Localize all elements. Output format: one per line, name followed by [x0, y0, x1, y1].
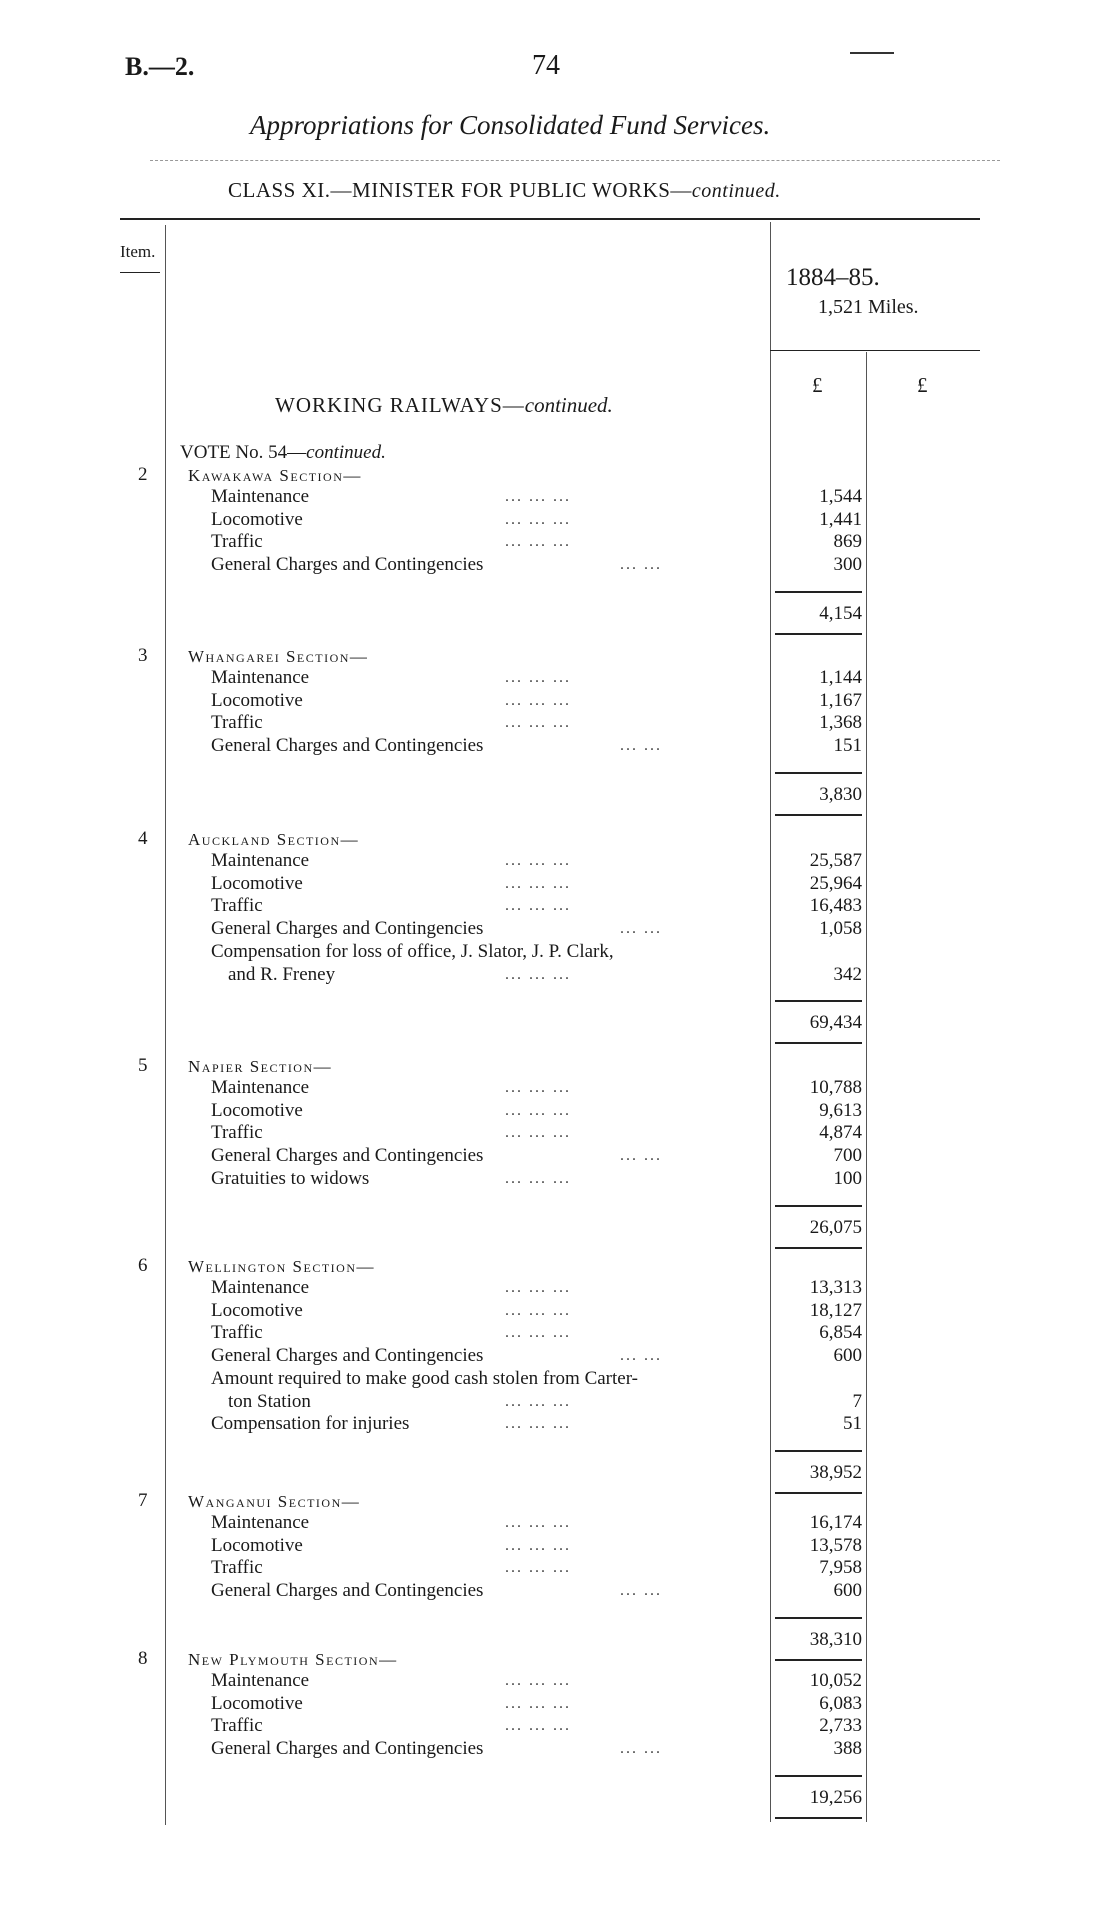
row-label: Locomotive — [211, 872, 303, 894]
total-rule — [775, 1817, 862, 1819]
leader-dots: ... ... — [620, 1147, 662, 1165]
table-row — [0, 1535, 1114, 1558]
table-row — [0, 1715, 1114, 1738]
row-amount: 388 — [833, 1738, 862, 1760]
table-row — [0, 873, 1114, 896]
row-label: Maintenance — [211, 1077, 310, 1098]
subtotal-rule — [775, 1450, 862, 1452]
table-row — [0, 667, 1114, 690]
leader-dots: ... ... ... — [505, 1079, 571, 1096]
table-row — [0, 1322, 1114, 1345]
leader-dots: ... ... — [620, 737, 662, 755]
leader-dots: ... ... ... — [505, 691, 571, 709]
leader-dots: ... ... ... — [505, 1536, 571, 1554]
row-amount: 7 — [852, 1390, 862, 1412]
table-row — [0, 1277, 1114, 1300]
item-heading-underline — [120, 272, 160, 273]
row-label: Traffic — [211, 895, 263, 917]
row-amount: 13,313 — [809, 1277, 862, 1298]
vote-heading — [180, 442, 386, 464]
table-row — [0, 1391, 1114, 1414]
table-row — [0, 1145, 1114, 1168]
subtotal-rule — [775, 1775, 862, 1777]
table-row — [0, 964, 1114, 987]
row-label: Maintenance — [211, 667, 310, 688]
row-amount: 342 — [833, 963, 862, 985]
row-amount: 25,964 — [809, 872, 862, 894]
table-row — [0, 486, 1114, 509]
row-amount: 1,058 — [819, 918, 862, 940]
leader-dots: ... ... ... — [505, 669, 571, 686]
item-number: 8 — [138, 1648, 148, 1669]
row-amount: 16,174 — [809, 1512, 862, 1533]
leader-dots: ... ... ... — [505, 1514, 571, 1531]
leader-dots: ... ... ... — [505, 1101, 571, 1119]
section-title: Wellington Section— — [188, 1257, 376, 1276]
row-label: ton Station — [228, 1390, 311, 1412]
row-label: Locomotive — [211, 1534, 303, 1556]
table-row — [0, 1300, 1114, 1323]
table-row — [0, 1580, 1114, 1603]
leader-dots: ... ... ... — [505, 874, 571, 892]
total-rule — [775, 814, 862, 816]
section-total: 69,434 — [809, 1012, 862, 1034]
table-row — [0, 1122, 1114, 1145]
row-label: Maintenance — [211, 1277, 310, 1298]
table-row — [0, 1077, 1114, 1100]
working-railways-heading — [275, 393, 613, 418]
leader-dots: ... ... ... — [505, 965, 571, 983]
subtotal-rule — [775, 1205, 862, 1207]
row-amount: 16,483 — [809, 895, 862, 917]
row-label: General Charges and Contingencies — [211, 1345, 484, 1367]
row-label: Maintenance — [211, 1670, 310, 1691]
row-label: Traffic — [211, 712, 263, 734]
financial-year-heading: 1884–85. — [786, 264, 880, 291]
page-number: 74 — [532, 50, 560, 81]
row-label: Gratuities to widows — [211, 1167, 370, 1189]
title-divider — [150, 160, 1000, 161]
leader-dots: ... ... ... — [505, 1169, 571, 1187]
table-row — [0, 735, 1114, 758]
row-label: General Charges and Contingencies — [211, 554, 484, 576]
currency-symbol-right: £ — [917, 373, 928, 397]
row-amount: 300 — [833, 554, 862, 576]
section-title: Kawakawa Section— — [188, 466, 362, 485]
table-row — [0, 1512, 1114, 1535]
table-row — [0, 1413, 1114, 1436]
section-total: 26,075 — [809, 1216, 862, 1238]
section-title: Napier Section— — [188, 1057, 333, 1076]
row-label: General Charges and Contingencies — [211, 1738, 484, 1760]
total-rule — [775, 1492, 862, 1494]
row-label: Locomotive — [211, 1299, 303, 1321]
section-total: 3,830 — [819, 783, 862, 805]
row-label: and R. Freney — [228, 963, 336, 985]
row-amount: 1,441 — [819, 508, 862, 530]
leader-dots: ... ... ... — [505, 1301, 571, 1319]
leader-dots: ... ... ... — [505, 1415, 571, 1433]
table-row — [0, 1100, 1114, 1123]
item-column-heading: Item. — [120, 242, 156, 261]
item-number: 2 — [138, 464, 148, 485]
row-amount: 25,587 — [809, 850, 862, 871]
row-label: Compensation for loss of office, J. Slator, J. P. Clark, — [211, 940, 614, 962]
subtotal-rule — [775, 1617, 862, 1619]
total-rule — [775, 1247, 862, 1249]
row-label: Traffic — [211, 1322, 263, 1344]
leader-dots: ... ... ... — [505, 1124, 571, 1142]
year-header-rule — [770, 350, 980, 351]
row-amount: 7,958 — [819, 1557, 862, 1579]
section-total: 4,154 — [819, 602, 862, 624]
total-rule — [775, 1042, 862, 1044]
row-label: Compensation for injuries — [211, 1413, 410, 1435]
row-label: Traffic — [211, 1122, 263, 1144]
section-title: New Plymouth Section— — [188, 1650, 398, 1669]
subtotal-rule — [775, 591, 862, 593]
row-amount: 9,613 — [819, 1099, 862, 1121]
row-label: Maintenance — [211, 1512, 310, 1533]
section-total: 38,310 — [809, 1628, 862, 1650]
row-amount: 6,854 — [819, 1322, 862, 1344]
table-row — [0, 712, 1114, 735]
row-amount: 1,144 — [819, 667, 862, 688]
total-rule — [775, 1659, 862, 1661]
leader-dots: ... ... — [620, 1347, 662, 1365]
table-row — [0, 918, 1114, 941]
leader-dots: ... ... ... — [505, 533, 571, 551]
row-label: General Charges and Contingencies — [211, 735, 484, 757]
leader-dots: ... ... ... — [505, 1279, 571, 1296]
working-railways-suffix: continued. — [524, 393, 613, 417]
row-amount: 869 — [833, 531, 862, 553]
leader-dots: ... ... — [620, 920, 662, 938]
table-row — [0, 941, 1114, 964]
row-label: Locomotive — [211, 508, 303, 530]
row-amount: 4,874 — [819, 1122, 862, 1144]
row-amount: 100 — [833, 1167, 862, 1189]
total-rule — [775, 633, 862, 635]
miles-heading: 1,521 Miles. — [818, 296, 919, 318]
row-label: Locomotive — [211, 1692, 303, 1714]
table-row — [0, 895, 1114, 918]
leader-dots: ... ... ... — [505, 1559, 571, 1577]
leader-dots: ... ... ... — [505, 1717, 571, 1735]
row-amount: 151 — [833, 735, 862, 757]
row-amount: 18,127 — [809, 1299, 862, 1321]
header-dash — [850, 52, 894, 54]
class-heading-suffix: continued. — [691, 180, 781, 202]
row-amount: 1,368 — [819, 712, 862, 734]
row-amount: 10,052 — [809, 1670, 862, 1691]
row-label: Maintenance — [211, 486, 310, 507]
leader-dots: ... ... — [620, 1582, 662, 1600]
row-label: Locomotive — [211, 689, 303, 711]
row-label: General Charges and Contingencies — [211, 1580, 484, 1602]
leader-dots: ... ... ... — [505, 1694, 571, 1712]
row-label: General Charges and Contingencies — [211, 918, 484, 940]
table-row — [0, 1693, 1114, 1716]
class-heading-text: CLASS XI.—MINISTER FOR PUBLIC WORKS— — [228, 178, 692, 202]
row-label: Locomotive — [211, 1099, 303, 1121]
vote-suffix: continued. — [306, 442, 386, 463]
table-row — [0, 509, 1114, 532]
table-row — [0, 1557, 1114, 1580]
section-total: 38,952 — [809, 1461, 862, 1483]
currency-symbol-left: £ — [812, 373, 823, 397]
subtotal-rule — [775, 1000, 862, 1002]
leader-dots: ... ... ... — [505, 1324, 571, 1342]
page-title: Appropriations for Consolidated Fund Services. — [250, 110, 771, 140]
row-amount: 10,788 — [809, 1077, 862, 1098]
item-number: 7 — [138, 1490, 148, 1511]
leader-dots: ... ... ... — [505, 852, 571, 869]
working-railways-text: WORKING RAILWAYS— — [275, 393, 525, 417]
item-number: 6 — [138, 1255, 148, 1276]
row-label: Maintenance — [211, 850, 310, 871]
section-total: 19,256 — [809, 1786, 862, 1808]
item-number: 4 — [138, 828, 148, 849]
item-number: 5 — [138, 1055, 148, 1076]
class-heading — [228, 178, 781, 203]
table-row — [0, 531, 1114, 554]
section-title: Wanganui Section— — [188, 1492, 361, 1511]
table-row — [0, 1368, 1114, 1391]
table-row — [0, 690, 1114, 713]
leader-dots: ... ... ... — [505, 1392, 571, 1410]
row-amount: 600 — [833, 1345, 862, 1367]
leader-dots: ... ... ... — [505, 897, 571, 915]
leader-dots: ... ... — [620, 556, 662, 574]
row-label: Traffic — [211, 1715, 263, 1737]
vote-text: VOTE No. 54— — [180, 442, 307, 463]
leader-dots: ... ... ... — [505, 510, 571, 528]
row-amount: 600 — [833, 1580, 862, 1602]
leader-dots: ... ... ... — [505, 1672, 571, 1689]
table-row — [0, 850, 1114, 873]
subtotal-rule — [775, 772, 862, 774]
row-label: Amount required to make good cash stolen from Carter- — [211, 1367, 638, 1389]
leader-dots: ... ... ... — [505, 488, 571, 505]
item-number: 3 — [138, 645, 148, 666]
document-reference: B.—2. — [125, 52, 195, 81]
row-amount: 51 — [843, 1413, 862, 1435]
section-title: Whangarei Section— — [188, 647, 369, 666]
table-row — [0, 554, 1114, 577]
row-amount: 1,544 — [819, 486, 862, 507]
row-label: Traffic — [211, 1557, 263, 1579]
row-amount: 2,733 — [819, 1715, 862, 1737]
section-title: Auckland Section— — [188, 830, 360, 849]
table-top-rule — [120, 218, 980, 220]
row-amount: 1,167 — [819, 689, 862, 711]
row-amount: 13,578 — [809, 1534, 862, 1556]
row-amount: 6,083 — [819, 1692, 862, 1714]
table-row — [0, 1168, 1114, 1191]
table-row — [0, 1670, 1114, 1693]
table-row — [0, 1345, 1114, 1368]
leader-dots: ... ... — [620, 1740, 662, 1758]
leader-dots: ... ... ... — [505, 714, 571, 732]
row-label: Traffic — [211, 531, 263, 553]
table-row — [0, 1738, 1114, 1761]
row-label: General Charges and Contingencies — [211, 1145, 484, 1167]
row-amount: 700 — [833, 1145, 862, 1167]
